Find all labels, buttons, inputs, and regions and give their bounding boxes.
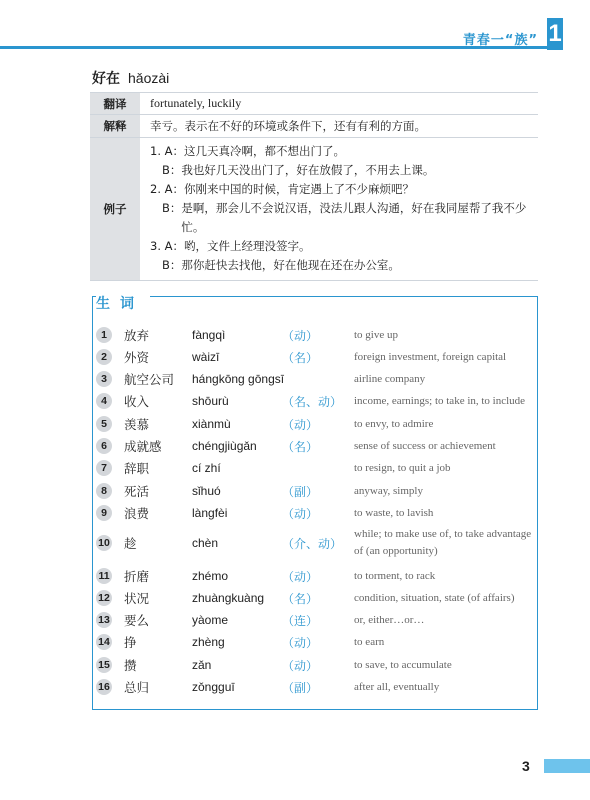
vocab-hanzi: 死活 — [124, 484, 150, 499]
vocab-part-of-speech: （动） — [282, 328, 319, 343]
page-number: 3 — [522, 758, 530, 774]
vocab-number: 6 — [96, 438, 112, 454]
vocab-number: 3 — [96, 371, 112, 387]
vocab-number: 7 — [96, 460, 112, 476]
example-line: 3. A： 哟，文件上经理没签字。 — [150, 239, 311, 253]
vocab-english: condition, situation, state (of affairs) — [354, 591, 515, 604]
vocab-english: to resign, to quit a job — [354, 461, 451, 474]
vocab-pinyin: zhuàngkuàng — [192, 591, 265, 605]
vocab-hanzi: 攒 — [124, 658, 137, 673]
translation-row — [90, 93, 538, 115]
example-line: 2. A： 你刚来中国的时候，肯定遇上了不少麻烦吧？ — [150, 182, 414, 196]
vocab-english: to save, to accumulate — [354, 658, 452, 671]
vocab-row — [96, 524, 532, 562]
vocab-hanzi: 羡慕 — [124, 417, 150, 432]
vocab-part-of-speech: （介、动） — [282, 536, 343, 551]
vocab-part-of-speech: （动） — [282, 506, 319, 521]
vocab-english: to give up — [354, 328, 398, 341]
vocab-pinyin: zǎn — [192, 658, 212, 672]
vocab-pinyin: shōurù — [192, 394, 229, 408]
vocab-number: 4 — [96, 393, 112, 409]
vocab-hanzi: 辞职 — [124, 461, 150, 476]
vocab-pinyin: fàngqì — [192, 328, 226, 342]
vocab-english: to waste, to lavish — [354, 506, 434, 519]
vocab-part-of-speech: （动） — [282, 635, 319, 650]
vocab-number: 2 — [96, 349, 112, 365]
vocab-english: anyway, simply — [354, 484, 423, 497]
vocab-row — [96, 609, 532, 631]
examples-row — [90, 138, 538, 281]
vocab-english: or, either…or… — [354, 613, 425, 626]
vocab-number: 10 — [96, 535, 112, 551]
vocab-pinyin: wàizī — [192, 350, 220, 364]
vocab-number: 16 — [96, 679, 112, 695]
word-hanzi: 好在 — [92, 71, 120, 87]
vocab-pinyin: zhèng — [192, 635, 225, 649]
vocab-english: income, earnings; to take in, to include — [354, 394, 526, 407]
vocab-row — [96, 587, 532, 609]
vocab-hanzi: 折磨 — [124, 569, 150, 584]
translation-label: 翻译 — [90, 93, 140, 115]
vocab-part-of-speech: （动） — [282, 417, 319, 432]
vocab-part-of-speech: （名） — [282, 350, 319, 365]
vocab-row — [96, 368, 532, 390]
vocab-pinyin: zǒngguī — [192, 680, 235, 694]
vocab-pinyin: cí zhí — [192, 461, 221, 475]
vocab-number: 13 — [96, 612, 112, 628]
examples-label: 例子 — [90, 138, 140, 281]
vocab-part-of-speech: （连） — [282, 613, 319, 628]
vocab-hanzi: 要么 — [124, 613, 150, 628]
vocab-hanzi: 浪费 — [124, 506, 150, 521]
chapter-number-badge: 1 — [547, 18, 563, 50]
vocab-pinyin: xiànmù — [192, 417, 231, 431]
vocab-row — [96, 346, 532, 368]
vocab-number: 5 — [96, 416, 112, 432]
explanation-label: 解释 — [90, 115, 140, 138]
vocab-pinyin: chèn — [192, 536, 219, 550]
vocab-pinyin: chéngjiùgǎn — [192, 439, 257, 453]
translation-text: fortunately, luckily — [140, 93, 538, 115]
vocab-row — [96, 435, 532, 457]
vocab-pinyin: hángkōng gōngsī — [192, 372, 285, 386]
vocab-title: 生词 — [96, 293, 150, 313]
example-line: 1. A： 这几天真冷啊，都不想出门了。 — [150, 144, 345, 158]
example-line: B： 是啊，那会儿不会说汉语，没法儿跟人沟通，好在我同屋帮了我不少忙。 — [162, 201, 527, 234]
vocab-hanzi: 状况 — [124, 591, 150, 606]
vocab-part-of-speech: （副） — [282, 680, 319, 695]
vocab-hanzi: 挣 — [124, 635, 137, 650]
vocab-hanzi: 放弃 — [124, 328, 150, 343]
vocab-row — [96, 676, 532, 698]
vocab-english: to torment, to rack — [354, 569, 436, 582]
vocab-pinyin: yàome — [192, 613, 229, 627]
vocab-part-of-speech: （动） — [282, 569, 319, 584]
vocab-number: 8 — [96, 483, 112, 499]
vocab-number: 15 — [96, 657, 112, 673]
example-line: B： 那你赶快去找他，好在他现在还在办公室。 — [162, 258, 400, 272]
explanation-text: 幸亏。表示在不好的环境或条件下，还有有利的方面。 — [140, 115, 538, 138]
vocab-part-of-speech: （动） — [282, 658, 319, 673]
page-number-bar — [544, 759, 590, 773]
vocab-hanzi: 航空公司 — [124, 372, 175, 387]
vocab-row — [96, 324, 532, 346]
vocab-number: 1 — [96, 327, 112, 343]
header-title: 青春一“族” — [462, 33, 538, 48]
vocab-number: 12 — [96, 590, 112, 606]
vocab-number: 11 — [96, 568, 112, 584]
vocab-row — [96, 413, 532, 435]
vocab-row — [96, 390, 532, 412]
vocab-pinyin: sǐhuó — [192, 484, 221, 498]
vocab-number: 9 — [96, 505, 112, 521]
vocab-pinyin: làngfèi — [192, 506, 228, 520]
vocab-part-of-speech: （名） — [282, 591, 319, 606]
vocab-english: airline company — [354, 372, 426, 385]
example-line: B： 我也好几天没出门了，好在放假了，不用去上课。 — [162, 163, 435, 177]
vocab-row — [96, 457, 532, 479]
examples-list — [140, 138, 538, 281]
vocab-row — [96, 654, 532, 676]
vocab-row — [96, 502, 532, 524]
vocab-part-of-speech: （名） — [282, 439, 319, 454]
vocab-number: 14 — [96, 634, 112, 650]
vocab-english: to earn — [354, 635, 385, 648]
vocab-part-of-speech: （名、动） — [282, 394, 343, 409]
vocab-pinyin: zhémo — [192, 569, 229, 583]
vocab-row — [96, 565, 532, 587]
vocab-hanzi: 收入 — [124, 394, 150, 409]
vocab-row — [96, 631, 532, 653]
word-heading — [92, 68, 169, 88]
vocab-part-of-speech: （副） — [282, 484, 319, 499]
vocab-row — [96, 480, 532, 502]
vocab-hanzi: 外资 — [124, 350, 150, 365]
vocab-hanzi: 总归 — [124, 680, 150, 695]
vocab-english: after all, eventually — [354, 680, 440, 693]
vocab-english: to envy, to admire — [354, 417, 434, 430]
vocab-hanzi: 趁 — [124, 536, 137, 551]
definition-table — [90, 92, 538, 281]
vocab-english: sense of success or achievement — [354, 439, 496, 452]
vocab-english: foreign investment, foreign capital — [354, 350, 507, 363]
vocab-hanzi: 成就感 — [124, 439, 162, 454]
vocab-english: while; to make use of, to take advantage of (an opportunity) — [354, 528, 532, 557]
word-pinyin: hǎozài — [128, 70, 170, 86]
explanation-row — [90, 115, 538, 138]
